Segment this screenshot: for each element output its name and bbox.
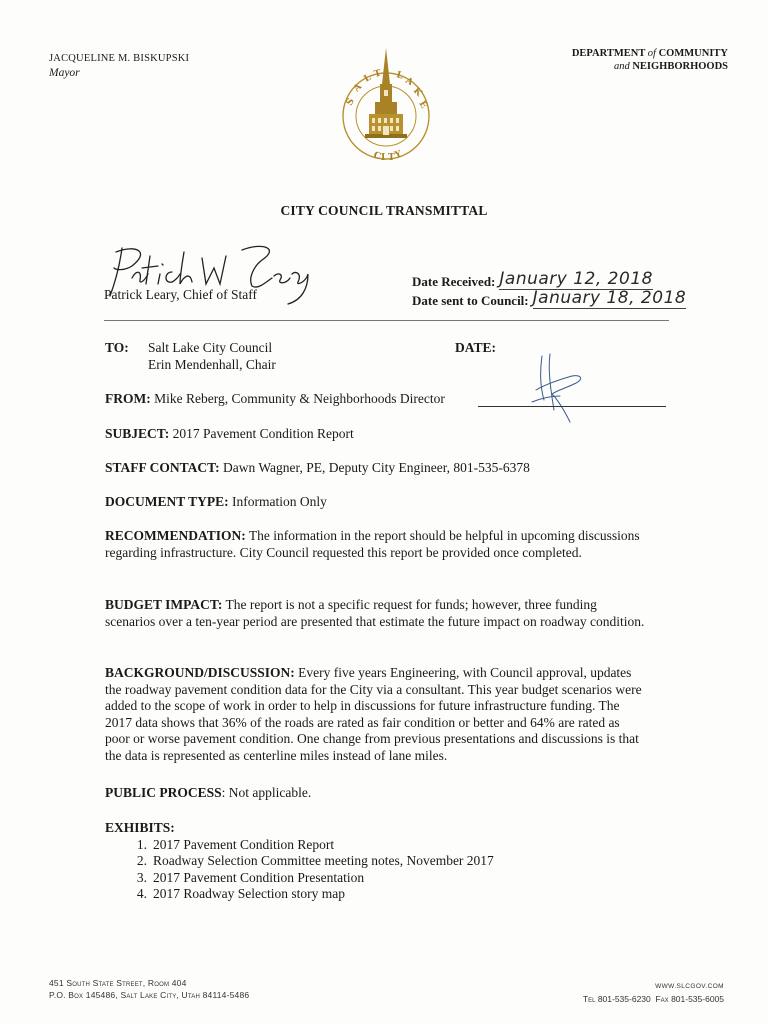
svg-text:T: T bbox=[388, 153, 395, 163]
date-sent-label: Date sent to Council: bbox=[412, 293, 529, 308]
budget-impact-label: BUDGET IMPACT: bbox=[105, 597, 223, 612]
dates-block bbox=[412, 271, 712, 309]
svg-text:A: A bbox=[352, 82, 365, 95]
staff-contact-row bbox=[105, 460, 645, 477]
staff-contact-label: STAFF CONTACT: bbox=[105, 460, 220, 475]
dept-of: of bbox=[647, 48, 656, 59]
to-line-1: Salt Lake City Council bbox=[148, 340, 273, 355]
document-type-label: DOCUMENT TYPE: bbox=[105, 494, 229, 509]
from-row bbox=[105, 391, 445, 408]
date-field-label: DATE: bbox=[455, 340, 497, 355]
website-link[interactable]: WWW.SLCGOV.COM bbox=[655, 983, 724, 990]
recommendation-text: The information in the report should be helpful in upcoming discussions regarding infrastructure. City Council requested this report be provided once completed. bbox=[105, 528, 640, 560]
date-received-value: January 12, 2018 bbox=[499, 269, 653, 289]
dept-community: COMMUNITY bbox=[658, 48, 728, 59]
dept-and: and bbox=[613, 61, 630, 72]
to-line-2: Erin Mendenhall, Chair bbox=[148, 356, 276, 372]
svg-text:C: C bbox=[371, 150, 383, 163]
staff-contact-value: Dawn Wagner, PE, Deputy City Engineer, 801-535-6378 bbox=[223, 460, 530, 475]
exhibits-section bbox=[105, 820, 645, 903]
budget-impact-paragraph bbox=[105, 597, 645, 630]
document-type-row bbox=[105, 494, 645, 511]
svg-text:K: K bbox=[410, 86, 424, 99]
department-block bbox=[572, 47, 728, 73]
exhibits-list bbox=[129, 837, 645, 903]
fax-number: 801-535-6005 bbox=[671, 994, 724, 1004]
date-received-label: Date Received: bbox=[412, 274, 496, 289]
tel-label: Tel bbox=[582, 994, 596, 1004]
list-item: 4. 2017 Roadway Selection story map bbox=[136, 886, 345, 901]
phone-fax-line bbox=[583, 993, 724, 1005]
recommendation-paragraph bbox=[105, 528, 645, 561]
page-title: CITY COUNCIL TRANSMITTAL bbox=[280, 203, 488, 218]
to-recipients bbox=[148, 340, 276, 373]
mayor-name: JACQUELINE M. BISKUPSKI bbox=[49, 53, 190, 64]
subject-value: 2017 Pavement Condition Report bbox=[172, 426, 354, 441]
date-sent-row bbox=[412, 290, 712, 309]
dept-neighborhoods: NEIGHBORHOODS bbox=[632, 61, 728, 72]
subject-row bbox=[105, 426, 645, 443]
svg-text:Y: Y bbox=[393, 149, 404, 161]
recommendation-label: RECOMMENDATION: bbox=[105, 528, 246, 543]
public-process-row bbox=[105, 785, 645, 802]
list-item: 3. 2017 Pavement Condition Presentation bbox=[136, 869, 365, 885]
date-sent-value: January 18, 2018 bbox=[532, 288, 687, 308]
footer-contact bbox=[583, 981, 724, 1005]
from-signature-line bbox=[478, 406, 666, 407]
exhibits-label: EXHIBITS: bbox=[105, 820, 175, 835]
svg-text:E: E bbox=[416, 99, 429, 111]
fax-label: Fax bbox=[655, 994, 669, 1004]
header-divider bbox=[104, 320, 669, 321]
background-text: Every five years Engineering, with Council approval, updates the roadway pavement condition data for the City via a consultant. This year budget scenarios were added to the scope of work in order to help in discussions for future infrastructure funding. The 2017 data shows that 36% of the roads are rated as fair condition or better and 64% are rated as poor or worse pavement condition. One change from previous presentations and discussions is that the data is represented as centerline miles instead of lane miles. bbox=[105, 665, 642, 763]
mayor-block bbox=[49, 51, 189, 81]
tel-number: 801-535-6230 bbox=[597, 994, 651, 1004]
from-label: FROM: bbox=[105, 391, 151, 406]
from-value: Mike Reberg, Community & Neighborhoods Director bbox=[154, 391, 445, 406]
svg-text:L: L bbox=[362, 72, 373, 85]
to-label: TO: bbox=[105, 340, 129, 355]
svg-text:S: S bbox=[344, 96, 357, 108]
list-item: 2. Roadway Selection Committee meeting notes, November 2017 bbox=[136, 853, 494, 868]
public-process-value: : Not applicable. bbox=[221, 785, 312, 800]
mayor-title: Mayor bbox=[49, 67, 80, 79]
subject-label: SUBJECT: bbox=[105, 426, 170, 441]
footer-address bbox=[49, 977, 249, 1001]
signature-name-line: Patrick Leary, Chief of Staff bbox=[104, 287, 257, 302]
svg-text:T: T bbox=[373, 68, 383, 80]
address-line-2: P.O. Box 145486, Salt Lake City, Utah 84114-5486 bbox=[49, 990, 250, 1000]
dept-word: DEPARTMENT bbox=[571, 48, 646, 59]
city-seal-logo bbox=[339, 40, 433, 164]
svg-text:A: A bbox=[403, 75, 415, 89]
address-line-1: 451 South State Street, Room 404 bbox=[49, 978, 187, 988]
svg-text:I: I bbox=[381, 153, 386, 163]
background-label: BACKGROUND/DISCUSSION: bbox=[105, 665, 295, 680]
document-type-value: Information Only bbox=[232, 494, 327, 509]
svg-text:L: L bbox=[395, 70, 404, 82]
background-paragraph bbox=[105, 665, 645, 764]
budget-impact-text: The report is not a specific request for funds; however, three funding scenarios over a ten-year period are presented that estimate the future impact on roadway condition. bbox=[105, 597, 645, 629]
public-process-label: PUBLIC PROCESS bbox=[105, 785, 222, 800]
list-item: 1. 2017 Pavement Condition Report bbox=[136, 836, 335, 852]
director-initials-signature bbox=[528, 350, 588, 430]
